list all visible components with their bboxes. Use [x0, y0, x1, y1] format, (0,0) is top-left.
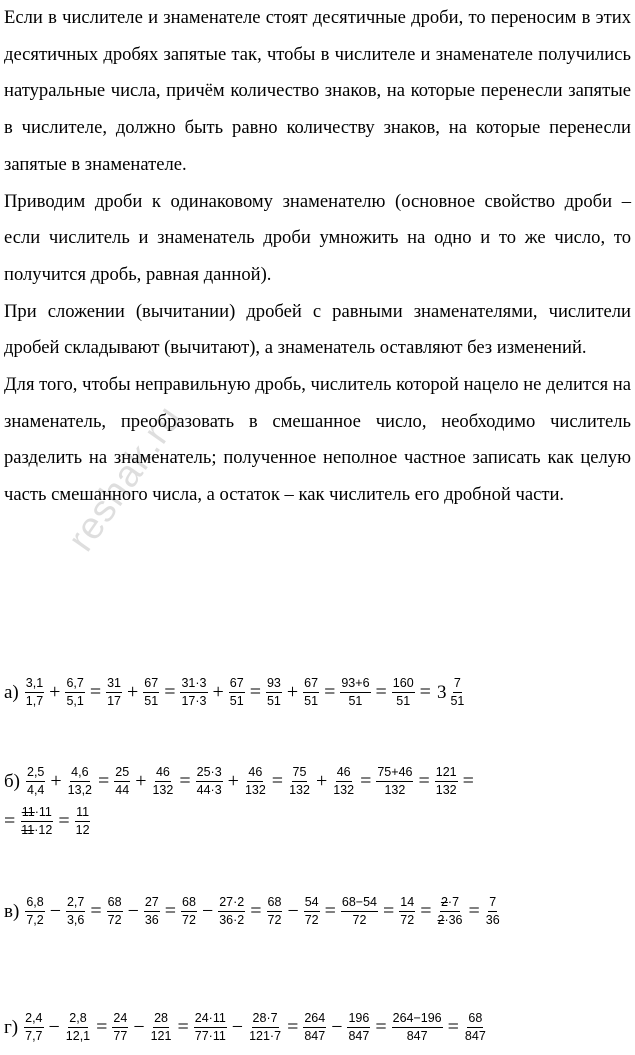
fraction	[244, 765, 267, 798]
operator: −	[201, 900, 214, 922]
cancelled-factor: 2	[440, 895, 448, 909]
numerator: 75+46	[376, 765, 413, 782]
numerator: 24·11	[194, 1011, 227, 1028]
operator: =	[324, 900, 336, 922]
operator: =	[96, 1016, 108, 1038]
numerator: 67	[143, 676, 159, 693]
denominator: 5,1	[66, 694, 84, 708]
numerator: 68	[107, 895, 123, 912]
fraction	[150, 1011, 173, 1044]
denominator	[20, 822, 53, 838]
operator: =	[164, 900, 177, 922]
fraction	[196, 765, 223, 798]
fraction	[392, 676, 415, 709]
numerator: 54	[304, 895, 320, 912]
fraction	[304, 895, 320, 928]
denominator: 51	[450, 694, 465, 708]
operator: =	[4, 810, 16, 832]
operator: =	[98, 770, 110, 792]
fraction	[303, 1011, 326, 1044]
operator: =	[324, 681, 336, 703]
equation-b-continued	[4, 805, 93, 838]
denominator: 44·3	[196, 783, 222, 797]
fraction	[340, 676, 370, 709]
numerator: 14	[399, 895, 415, 912]
numerator: 2,5	[26, 765, 45, 782]
operator: =	[287, 1016, 299, 1038]
operator: =	[383, 900, 395, 922]
denominator: 72	[107, 913, 122, 927]
fraction	[332, 765, 355, 798]
denominator: 7,2	[26, 913, 44, 927]
operator: +	[49, 681, 61, 703]
numerator	[440, 895, 460, 912]
numerator: 2,8	[68, 1011, 87, 1028]
operator: =	[249, 681, 261, 703]
numerator: 93	[266, 676, 282, 693]
denominator: 51	[396, 694, 411, 708]
fraction	[194, 1011, 227, 1044]
equation-label: г)	[4, 1016, 19, 1038]
denominator: 12,1	[65, 1029, 91, 1043]
fraction	[67, 765, 93, 798]
fraction	[449, 676, 465, 709]
denominator: 17·3	[181, 694, 207, 708]
denominator: 121·7	[249, 1029, 282, 1043]
fraction	[341, 895, 378, 928]
denominator: 72	[267, 913, 282, 927]
fraction	[26, 765, 45, 798]
fraction	[303, 676, 319, 709]
operator: =	[418, 770, 430, 792]
denominator: 72	[304, 913, 319, 927]
operator: +	[50, 770, 62, 792]
operator: =	[419, 681, 431, 703]
paragraph-common-denominator: Приводим дроби к одинаковому знаменателю (основное свойство дроби – если числитель и знаменатель дроби умножить на одно и то же число, то получится дробь, равная данной).	[4, 190, 631, 285]
fraction	[392, 1011, 443, 1044]
equation-v	[4, 895, 503, 928]
explanation-text	[4, 0, 631, 514]
operator: =	[177, 1016, 189, 1038]
numerator: 67	[229, 676, 245, 693]
numerator: 68	[181, 895, 197, 912]
denominator: 4,4	[27, 783, 45, 797]
operator: =	[58, 810, 70, 832]
watermark: reshak.ru	[60, 397, 191, 560]
denominator: 132	[435, 783, 457, 797]
fraction	[20, 805, 53, 838]
denominator: 36	[485, 913, 500, 927]
operator: −	[331, 1016, 343, 1038]
numerator: 93+6	[340, 676, 370, 693]
numerator: 27	[144, 895, 160, 912]
operator: +	[127, 681, 139, 703]
paragraph-mixed-number: Для того, чтобы неправильную дробь, числитель которой нацело не делится на знаменатель, преобразовать в смешанное число, необходимо числитель разделить на знаменатель; полученное неполное частное записать как целую часть смешанного числа, а остаток – как числитель его дробной части.	[4, 374, 632, 506]
paragraph-addition-rule: При сложении (вычитании) дробей с равными знаменателями, числители дробей складывают (вычитают), а знаменатель оставляют без изменений.	[4, 300, 631, 359]
numerator: 31·3	[180, 676, 207, 693]
equation-label: а)	[4, 681, 19, 703]
fraction	[347, 1011, 370, 1044]
operator: +	[227, 770, 239, 792]
factor: ·12	[34, 823, 53, 837]
numerator: 46	[155, 765, 171, 782]
denominator: 44	[115, 783, 130, 797]
fraction	[106, 676, 122, 709]
denominator: 36	[144, 913, 159, 927]
denominator: 132	[333, 783, 355, 797]
operator: +	[212, 681, 224, 703]
operator: =	[164, 681, 176, 703]
fraction	[25, 676, 44, 709]
equation-a	[4, 676, 467, 709]
denominator: 77·11	[194, 1029, 226, 1043]
operator: =	[179, 770, 191, 792]
factor: ·7	[447, 895, 460, 909]
denominator: 132	[244, 783, 266, 797]
numerator: 25	[114, 765, 130, 782]
cancelled-factor: 11	[21, 823, 35, 837]
numerator: 121	[435, 765, 458, 782]
denominator: 77	[113, 1029, 128, 1043]
operator: =	[271, 770, 284, 792]
numerator: 4,6	[70, 765, 89, 782]
fraction	[25, 895, 44, 928]
fraction	[435, 765, 458, 798]
fraction	[248, 1011, 282, 1044]
fraction	[180, 676, 207, 709]
denominator: 847	[406, 1029, 428, 1043]
factor: ·11	[34, 805, 52, 819]
operator: =	[375, 1016, 387, 1038]
fraction	[181, 895, 197, 928]
fraction	[143, 676, 159, 709]
operator: +	[315, 770, 328, 792]
operator: =	[360, 770, 372, 792]
operator: −	[287, 900, 299, 922]
operator: −	[49, 900, 61, 922]
denominator: 847	[348, 1029, 370, 1043]
fraction	[218, 895, 245, 928]
numerator: 160	[392, 676, 415, 693]
numerator: 27·2	[218, 895, 245, 912]
denominator: 121	[150, 1029, 172, 1043]
numerator: 2,4	[24, 1011, 43, 1028]
numerator: 68	[467, 1011, 483, 1028]
numerator: 196	[347, 1011, 370, 1028]
denominator: 51	[229, 694, 244, 708]
numerator: 3,1	[25, 676, 44, 693]
numerator: 7	[453, 676, 462, 693]
denominator: 13,2	[67, 783, 93, 797]
operator: =	[375, 681, 387, 703]
denominator: 72	[400, 913, 415, 927]
denominator: 7,7	[25, 1029, 43, 1043]
denominator: 132	[289, 783, 310, 797]
equation-g	[4, 1011, 489, 1044]
numerator: 46	[336, 765, 352, 782]
operator: −	[127, 900, 139, 922]
fraction	[288, 765, 311, 798]
factor: ·36	[444, 913, 463, 927]
operator: −	[48, 1016, 60, 1038]
denominator: 3,6	[66, 913, 85, 927]
cancelled-factor: 2	[437, 913, 445, 927]
numerator: 264	[303, 1011, 326, 1028]
operator: +	[286, 681, 299, 703]
fraction	[485, 895, 501, 928]
fraction	[65, 1011, 91, 1044]
equation-b	[4, 765, 477, 798]
equation-label: в)	[4, 900, 20, 922]
denominator: 51	[304, 694, 319, 708]
numerator: 7	[488, 895, 497, 912]
numerator: 68	[267, 895, 283, 912]
numerator: 11	[75, 805, 90, 822]
numerator: 68−54	[341, 895, 378, 912]
numerator: 31	[106, 676, 122, 693]
numerator: 28	[153, 1011, 169, 1028]
operator: −	[231, 1016, 244, 1038]
fraction	[112, 1011, 128, 1044]
denominator: 12	[75, 823, 90, 837]
fraction	[24, 1011, 43, 1044]
denominator: 847	[464, 1029, 486, 1043]
fraction	[376, 765, 413, 798]
fraction	[144, 895, 160, 928]
denominator	[436, 912, 463, 928]
operator: −	[133, 1016, 145, 1038]
fraction	[75, 805, 91, 838]
denominator: 72	[352, 913, 367, 927]
operator: =	[420, 900, 432, 922]
numerator: 46	[247, 765, 263, 782]
fraction	[229, 676, 245, 709]
fraction	[107, 895, 123, 928]
operator: +	[135, 770, 147, 792]
whole-part: 3	[436, 681, 447, 703]
denominator: 847	[304, 1029, 326, 1043]
fraction	[266, 676, 282, 709]
numerator: 6,7	[65, 676, 84, 693]
denominator: 51	[266, 694, 281, 708]
denominator: 17	[107, 694, 122, 708]
denominator: 132	[384, 783, 406, 797]
numerator	[21, 805, 53, 822]
fraction	[464, 1011, 487, 1044]
numerator: 28·7	[252, 1011, 279, 1028]
denominator: 51	[348, 694, 363, 708]
equation-label: б)	[4, 770, 20, 792]
numerator: 75	[292, 765, 308, 782]
numerator: 264−196	[392, 1011, 443, 1028]
operator: =	[447, 1016, 459, 1038]
operator: =	[89, 681, 102, 703]
numerator: 24	[112, 1011, 128, 1028]
denominator: 132	[152, 783, 174, 797]
numerator: 6,8	[25, 895, 44, 912]
fraction	[267, 895, 283, 928]
fraction	[65, 676, 84, 709]
operator: =	[250, 900, 262, 922]
denominator: 1,7	[25, 694, 44, 708]
operator: =	[462, 770, 474, 792]
denominator: 36·2	[219, 913, 245, 927]
fraction	[66, 895, 85, 928]
fraction	[151, 765, 174, 798]
paragraph-decimal-fractions: Если в числителе и знаменателе стоят десятичные дроби, то переносим в этих десятичных дробях запятые так, чтобы в числителе и знаменателе получились натуральные числа, причём количество знаков, на которые перенесли запятые в числителе, должно быть равно количеству знаков, на которые перенесли запятые в знаменателе.	[4, 7, 631, 175]
operator: =	[468, 900, 480, 922]
numerator: 67	[303, 676, 319, 693]
numerator: 2,7	[66, 895, 85, 912]
denominator: 51	[144, 694, 159, 708]
operator: =	[90, 900, 102, 922]
numerator: 25·3	[196, 765, 223, 782]
cancelled-factor: 11	[21, 805, 35, 819]
fraction	[114, 765, 130, 798]
fraction	[436, 895, 463, 928]
denominator: 72	[182, 913, 196, 927]
fraction	[399, 895, 415, 928]
